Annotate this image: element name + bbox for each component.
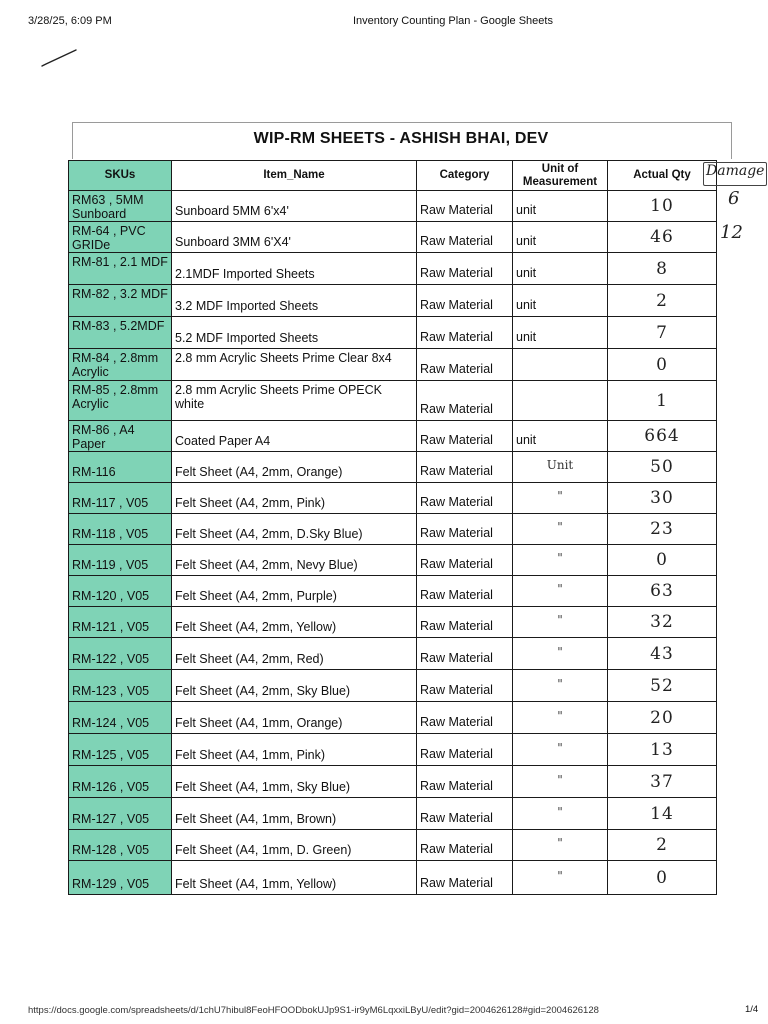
category-cell: Raw Material xyxy=(417,349,513,381)
category-cell: Raw Material xyxy=(417,702,513,734)
unit-cell: " xyxy=(513,514,608,545)
category-cell: Raw Material xyxy=(417,381,513,421)
category-cell: Raw Material xyxy=(417,830,513,861)
item-cell: Felt Sheet (A4, 2mm, Nevy Blue) xyxy=(172,545,417,576)
table-row xyxy=(69,349,717,381)
table-row xyxy=(69,317,717,349)
sku-cell: RM-122 , V05 xyxy=(69,638,172,670)
table-row xyxy=(69,830,717,861)
category-cell: Raw Material xyxy=(417,766,513,798)
category-cell: Raw Material xyxy=(417,514,513,545)
item-cell: 2.8 mm Acrylic Sheets Prime Clear 8x4 xyxy=(172,349,417,381)
sku-cell: RM63 , 5MM Sunboard xyxy=(69,191,172,222)
sku-cell: RM-117 , V05 xyxy=(69,483,172,514)
category-cell: Raw Material xyxy=(417,798,513,830)
column-header-sku: SKUs xyxy=(69,161,172,191)
category-cell: Raw Material xyxy=(417,670,513,702)
unit-cell: " xyxy=(513,861,608,895)
item-cell: Felt Sheet (A4, 1mm, Pink) xyxy=(172,734,417,766)
actual-qty-cell: 0 xyxy=(608,349,717,381)
category-cell: Raw Material xyxy=(417,222,513,253)
print-footer-page: 1/4 xyxy=(745,1004,759,1015)
unit-cell: unit xyxy=(513,191,608,222)
item-cell: Sunboard 3MM 6'X4' xyxy=(172,222,417,253)
category-cell: Raw Material xyxy=(417,734,513,766)
table-row xyxy=(69,222,717,253)
unit-cell: " xyxy=(513,576,608,607)
unit-cell: unit xyxy=(513,421,608,452)
actual-qty-cell: 7 xyxy=(608,317,717,349)
sku-cell: RM-81 , 2.1 MDF xyxy=(69,253,172,285)
item-cell: Felt Sheet (A4, 1mm, Brown) xyxy=(172,798,417,830)
category-cell: Raw Material xyxy=(417,253,513,285)
actual-qty-cell: 10 xyxy=(608,191,717,222)
item-cell: Felt Sheet (A4, 1mm, D. Green) xyxy=(172,830,417,861)
actual-qty-cell: 52 xyxy=(608,670,717,702)
actual-qty-cell: 1 xyxy=(608,381,717,421)
category-cell: Raw Material xyxy=(417,638,513,670)
column-header-qty: Actual Qty xyxy=(608,161,717,191)
item-cell: Felt Sheet (A4, 1mm, Sky Blue) xyxy=(172,766,417,798)
table-row xyxy=(69,702,717,734)
actual-qty-cell: 23 xyxy=(608,514,717,545)
actual-qty-cell: 8 xyxy=(608,253,717,285)
unit-cell: " xyxy=(513,638,608,670)
table-row xyxy=(69,576,717,607)
unit-cell: " xyxy=(513,798,608,830)
table-row xyxy=(69,421,717,452)
unit-cell: " xyxy=(513,483,608,514)
sku-cell: RM-124 , V05 xyxy=(69,702,172,734)
table-row xyxy=(69,638,717,670)
table-row xyxy=(69,452,717,483)
column-header-unit: Unit of Measurement xyxy=(513,161,608,191)
item-cell: 2.1MDF Imported Sheets xyxy=(172,253,417,285)
actual-qty-cell: 0 xyxy=(608,545,717,576)
actual-qty-cell: 37 xyxy=(608,766,717,798)
sku-cell: RM-64 , PVC GRIDe xyxy=(69,222,172,253)
item-cell: Felt Sheet (A4, 2mm, Sky Blue) xyxy=(172,670,417,702)
sku-cell: RM-123 , V05 xyxy=(69,670,172,702)
actual-qty-cell: 30 xyxy=(608,483,717,514)
sku-cell: RM-83 , 5.2MDF xyxy=(69,317,172,349)
actual-qty-cell: 2 xyxy=(608,830,717,861)
sheet-title: WIP-RM SHEETS - ASHISH BHAI, DEV xyxy=(253,130,549,147)
actual-qty-cell: 63 xyxy=(608,576,717,607)
actual-qty-cell: 14 xyxy=(608,798,717,830)
sku-cell: RM-125 , V05 xyxy=(69,734,172,766)
table-row xyxy=(69,861,717,895)
unit-cell: " xyxy=(513,607,608,638)
table-row xyxy=(69,514,717,545)
sku-cell: RM-129 , V05 xyxy=(69,861,172,895)
table-row xyxy=(69,798,717,830)
category-cell: Raw Material xyxy=(417,483,513,514)
item-cell: Sunboard 5MM 6'x4' xyxy=(172,191,417,222)
item-cell: Felt Sheet (A4, 2mm, D.Sky Blue) xyxy=(172,514,417,545)
actual-qty-cell: 32 xyxy=(608,607,717,638)
handwritten-damage-value: 12 xyxy=(720,222,743,243)
unit-cell: " xyxy=(513,830,608,861)
table-row xyxy=(69,381,717,421)
handwritten-damage-value: 6 xyxy=(728,188,740,209)
handwritten-tick-mark xyxy=(40,44,80,72)
item-cell: Felt Sheet (A4, 2mm, Orange) xyxy=(172,452,417,483)
item-cell: 5.2 MDF Imported Sheets xyxy=(172,317,417,349)
category-cell: Raw Material xyxy=(417,607,513,638)
unit-cell: Unit xyxy=(513,452,608,483)
print-title: Inventory Counting Plan - Google Sheets xyxy=(353,15,553,27)
actual-qty-cell: 20 xyxy=(608,702,717,734)
actual-qty-cell: 46 xyxy=(608,222,717,253)
category-cell: Raw Material xyxy=(417,285,513,317)
item-cell: Felt Sheet (A4, 2mm, Pink) xyxy=(172,483,417,514)
unit-cell: " xyxy=(513,545,608,576)
inventory-table xyxy=(68,160,717,895)
table-row xyxy=(69,285,717,317)
print-footer-url: https://docs.google.com/spreadsheets/d/1chU7hibul8FeoHFOODbokUJp9S1-ir9yM6LqxxiLByU/edit?gid=2004626128#gid=2004626128 xyxy=(28,1005,599,1016)
sku-cell: RM-119 , V05 xyxy=(69,545,172,576)
unit-cell xyxy=(513,349,608,381)
sku-cell: RM-84 , 2.8mm Acrylic xyxy=(69,349,172,381)
print-date: 3/28/25, 6:09 PM xyxy=(28,15,112,27)
item-cell: Felt Sheet (A4, 2mm, Red) xyxy=(172,638,417,670)
sku-cell: RM-120 , V05 xyxy=(69,576,172,607)
sku-cell: RM-82 , 3.2 MDF xyxy=(69,285,172,317)
sku-cell: RM-86 , A4 Paper xyxy=(69,421,172,452)
unit-cell: unit xyxy=(513,222,608,253)
category-cell: Raw Material xyxy=(417,191,513,222)
unit-cell: " xyxy=(513,702,608,734)
item-cell: Felt Sheet (A4, 2mm, Purple) xyxy=(172,576,417,607)
unit-cell: " xyxy=(513,670,608,702)
table-header-row xyxy=(69,161,717,191)
category-cell: Raw Material xyxy=(417,421,513,452)
table-row xyxy=(69,734,717,766)
item-cell: Felt Sheet (A4, 1mm, Yellow) xyxy=(172,861,417,895)
actual-qty-cell: 43 xyxy=(608,638,717,670)
item-cell: 2.8 mm Acrylic Sheets Prime OPECK white xyxy=(172,381,417,421)
actual-qty-cell: 2 xyxy=(608,285,717,317)
unit-cell: unit xyxy=(513,253,608,285)
column-header-item: Item_Name xyxy=(172,161,417,191)
sku-cell: RM-128 , V05 xyxy=(69,830,172,861)
handwritten-damage-label: Damage xyxy=(706,163,765,179)
category-cell: Raw Material xyxy=(417,861,513,895)
sku-cell: RM-121 , V05 xyxy=(69,607,172,638)
table-row xyxy=(69,670,717,702)
sku-cell: RM-126 , V05 xyxy=(69,766,172,798)
inventory-table-body xyxy=(69,191,717,895)
item-cell: Coated Paper A4 xyxy=(172,421,417,452)
table-row xyxy=(69,607,717,638)
item-cell: 3.2 MDF Imported Sheets xyxy=(172,285,417,317)
table-row xyxy=(69,545,717,576)
item-cell: Felt Sheet (A4, 2mm, Yellow) xyxy=(172,607,417,638)
sku-cell: RM-118 , V05 xyxy=(69,514,172,545)
table-row xyxy=(69,483,717,514)
actual-qty-cell: 0 xyxy=(608,861,717,895)
category-cell: Raw Material xyxy=(417,452,513,483)
category-cell: Raw Material xyxy=(417,576,513,607)
table-row xyxy=(69,253,717,285)
item-cell: Felt Sheet (A4, 1mm, Orange) xyxy=(172,702,417,734)
actual-qty-cell: 664 xyxy=(608,421,717,452)
actual-qty-cell: 13 xyxy=(608,734,717,766)
sku-cell: RM-116 xyxy=(69,452,172,483)
unit-cell xyxy=(513,381,608,421)
unit-cell: " xyxy=(513,766,608,798)
category-cell: Raw Material xyxy=(417,545,513,576)
sku-cell: RM-127 , V05 xyxy=(69,798,172,830)
unit-cell: unit xyxy=(513,285,608,317)
table-row xyxy=(69,766,717,798)
actual-qty-cell: 50 xyxy=(608,452,717,483)
column-header-category: Category xyxy=(417,161,513,191)
table-row xyxy=(69,191,717,222)
sku-cell: RM-85 , 2.8mm Acrylic xyxy=(69,381,172,421)
unit-cell: unit xyxy=(513,317,608,349)
category-cell: Raw Material xyxy=(417,317,513,349)
unit-cell: " xyxy=(513,734,608,766)
